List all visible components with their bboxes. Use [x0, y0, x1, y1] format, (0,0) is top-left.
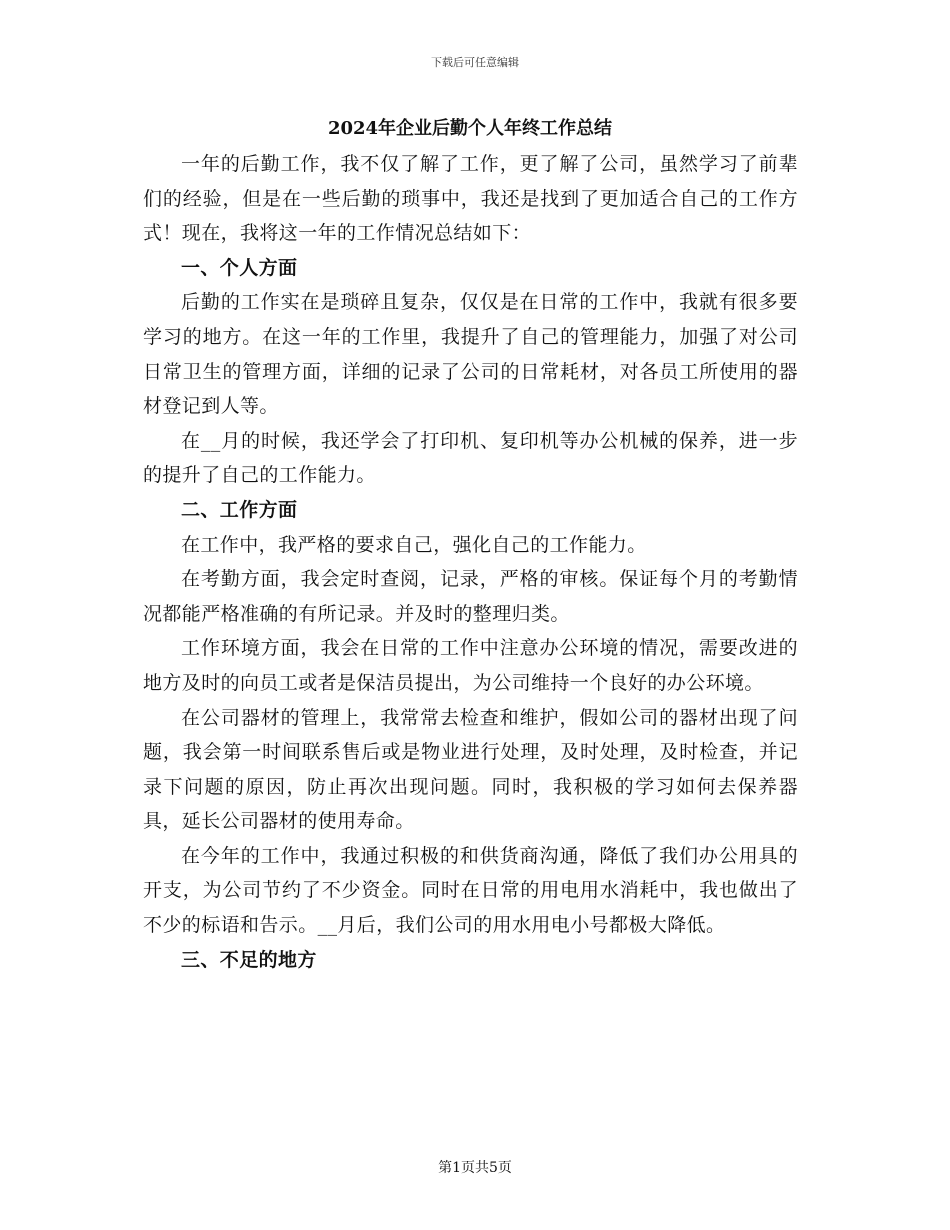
paragraph: 在工作中，我严格的要求自己，强化自己的工作能力。: [181, 533, 647, 556]
page-number: 第1页共5页: [438, 1160, 512, 1176]
paragraph: 在考勤方面，我会定时查阅，记录，严格的审核。保证每个月的考勤情况都能严格准确的有所记录。并及时的整理归类。: [143, 568, 798, 625]
paragraph: 后勤的工作实在是琐碎且复杂，仅仅是在日常的工作中，我就有很多要学习的地方。在这一年的工作里，我提升了自己的管理能力，加强了对公司日常卫生的管理方面，详细的记录了公司的日常耗材，对各员工所使用的器材登记到人等。: [143, 291, 798, 418]
download-note: 下载后可任意编辑: [431, 56, 519, 69]
section-heading-personal: 一、个人方面: [181, 256, 298, 279]
document-body: [143, 147, 798, 977]
intro-paragraph: 一年的后勤工作，我不仅了解了工作，更了解了公司，虽然学习了前辈们的经验，但是在一些后勤的琐事中，我还是找到了更加适合自己的工作方式！现在，我将这一年的工作情况总结如下：: [143, 153, 798, 245]
paragraph: 在__月的时候，我还学会了打印机、复印机等办公机械的保养，进一步的提升了自己的工作能力。: [143, 429, 798, 487]
document-title: 2024年企业后勤个人年终工作总结: [327, 118, 613, 139]
paragraph: 工作环境方面，我会在日常的工作中注意办公环境的情况，需要改进的地方及时的向员工或者是保洁员提出，为公司维持一个良好的办公环境。: [143, 637, 798, 694]
section-heading-shortcomings: 三、不足的地方: [181, 948, 317, 971]
paragraph: 在公司器材的管理上，我常常去检查和维护，假如公司的器材出现了问题，我会第一时间联系售后或是物业进行处理，及时处理，及时检查，并记录下问题的原因，防止再次出现问题。同时，我积极的学习如何去保养器具，延长公司器材的使用寿命。: [143, 706, 798, 833]
paragraph: 在今年的工作中，我通过积极的和供货商沟通，降低了我们办公用具的开支，为公司节约了不少资金。同时在日常的用电用水消耗中，我也做出了不少的标语和告示。__月后，我们公司的用水用电小号都极大降低。: [143, 844, 798, 937]
section-heading-work: 二、工作方面: [181, 498, 298, 521]
